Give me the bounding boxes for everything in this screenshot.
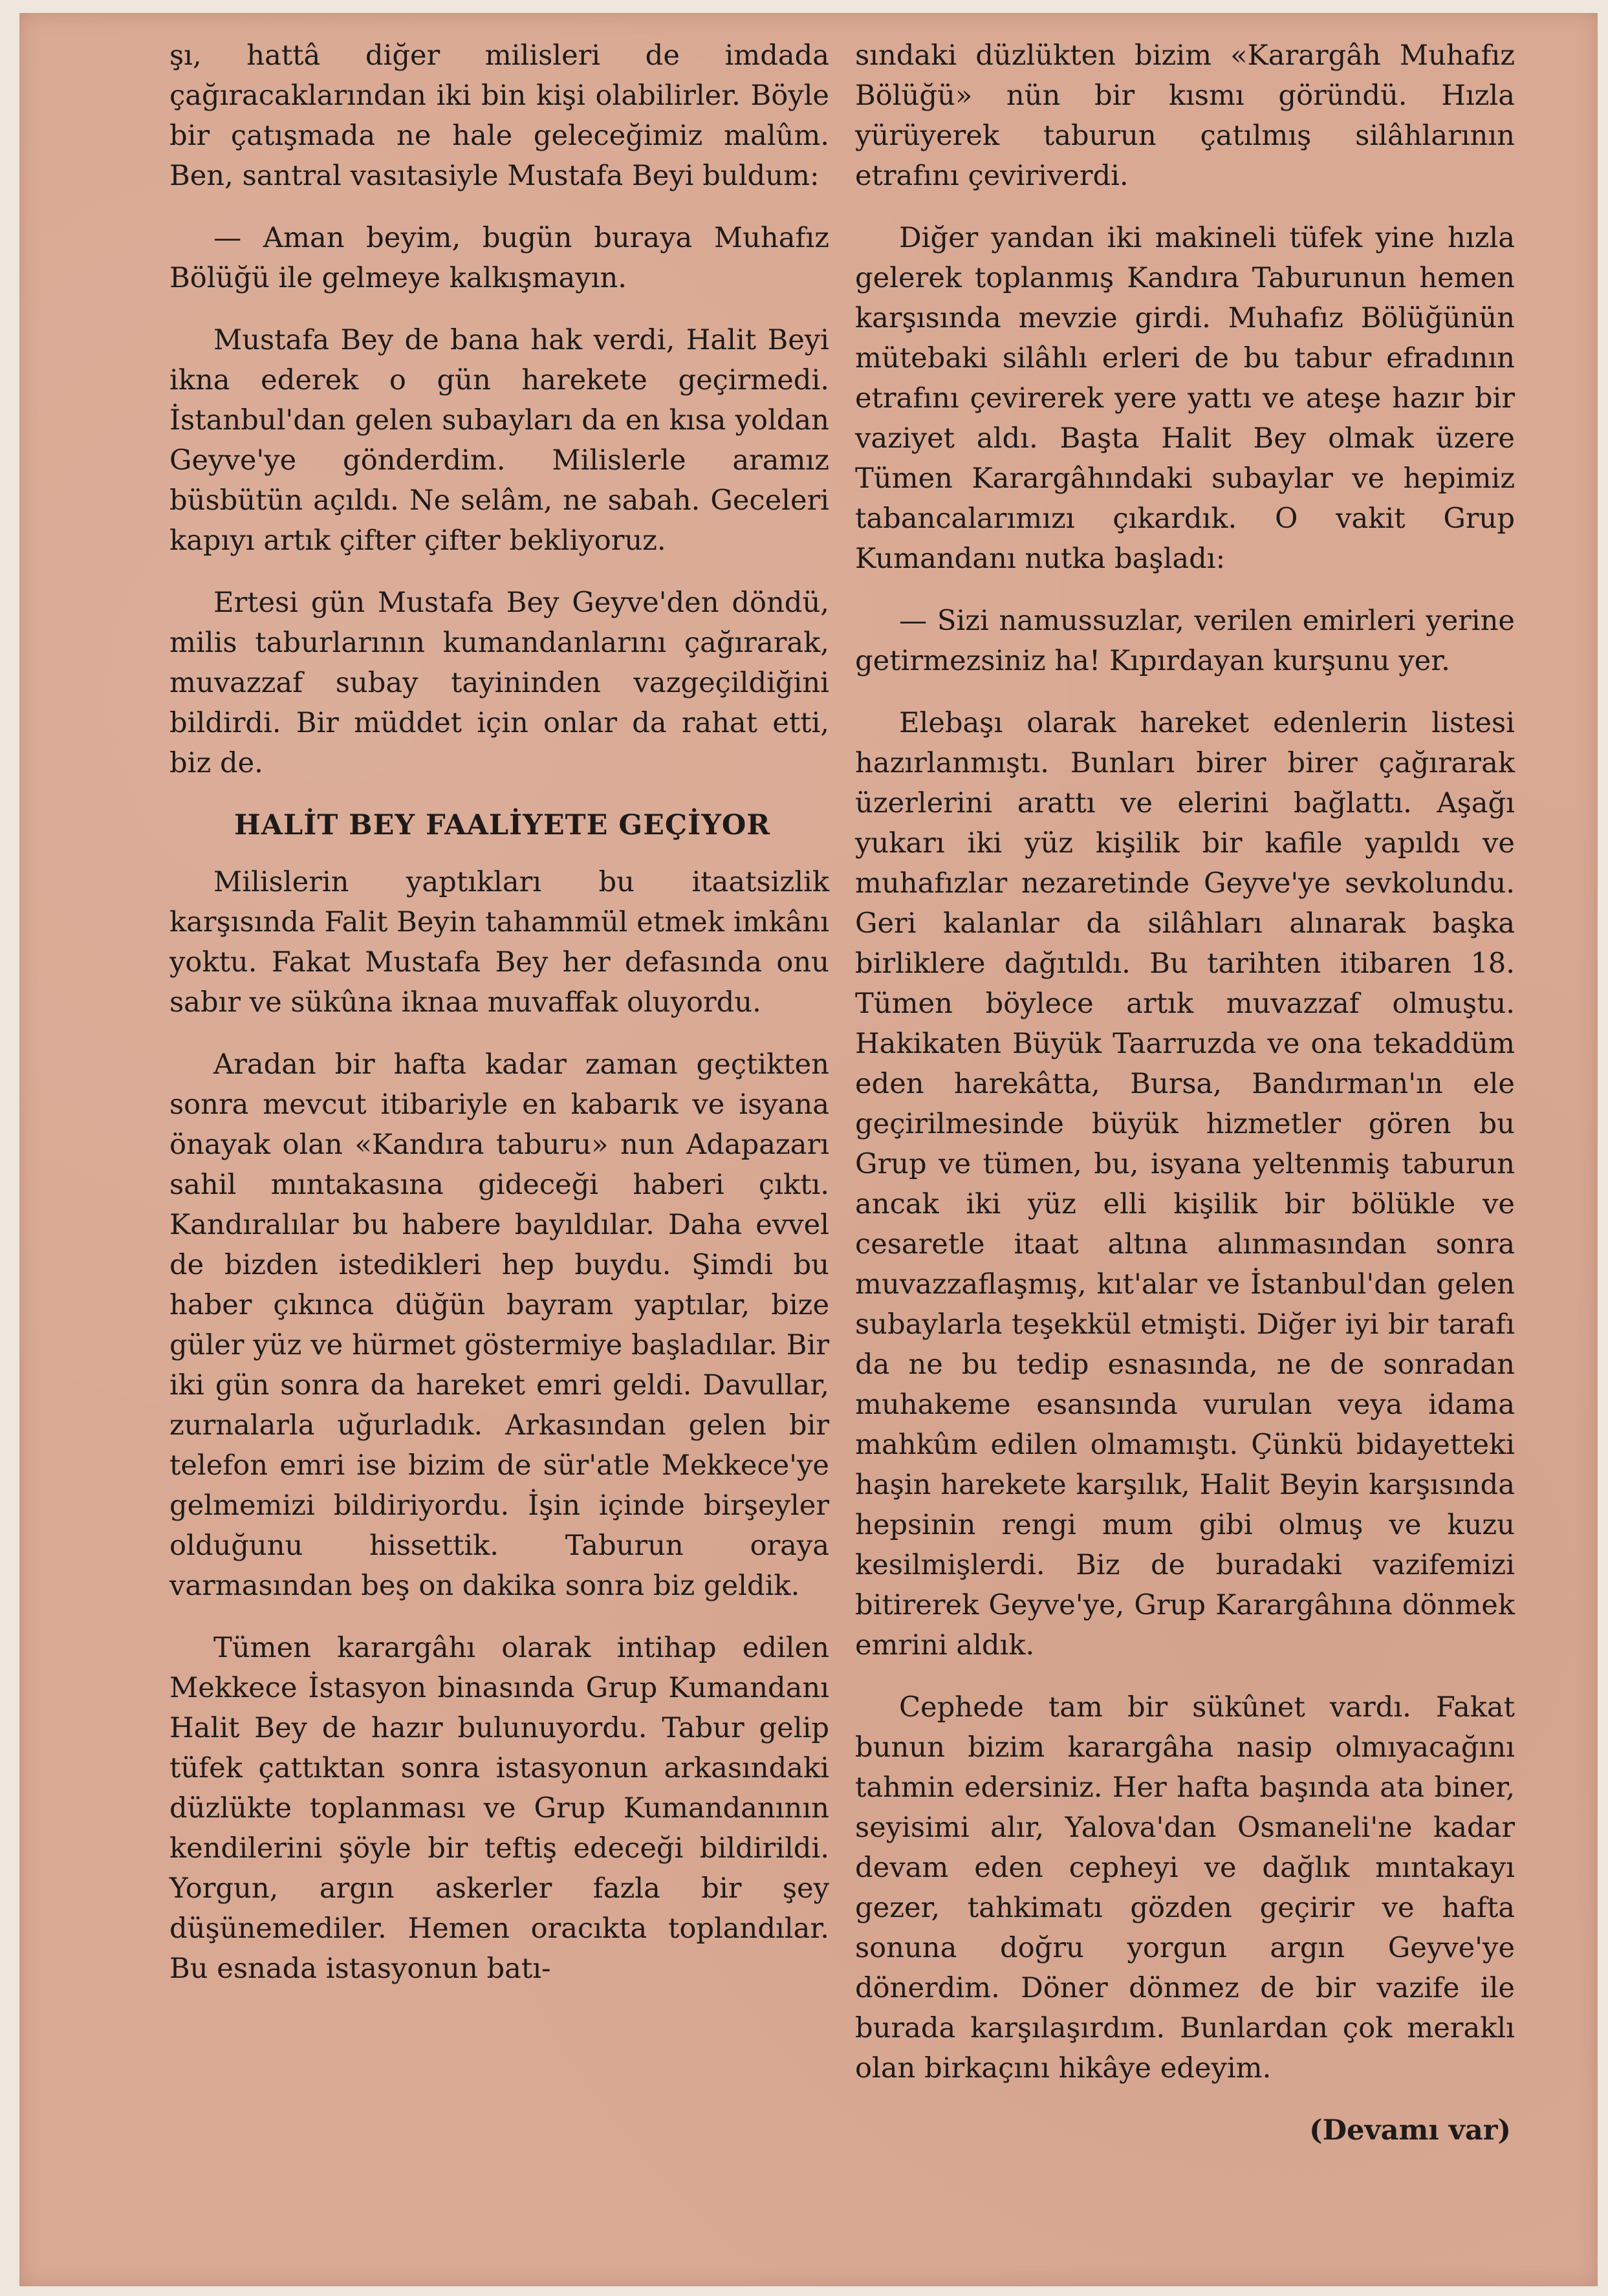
paragraph: Cephede tam bir sükûnet vardı. Fakat bunun bizim karargâha nasip olmıyacağını tahmin edersiniz. Her hafta başında ata biner, seyisimi alır, Yalova'dan Osmaneli'ne kadar devam eden cepheyi ve dağlık mıntakayı gezer, tahkimatı gözden geçirir ve hafta sonuna doğru yorgun argın Geyve'ye dönerdim. Döner dönmez de bir vazife ile burada karşılaşırdım. Bunlardan çok meraklı olan birkaçını hikâye edeyim. [855,1691,1515,2085]
section-heading: HALİT BEY FAALİYETE GEÇİYOR [234,809,771,841]
right-column [855,36,1515,2150]
paragraph-continuation: şı, hattâ diğer milisleri de imdada çağıracaklarından iki bin kişi olabilirler. Böyle bir çatışmada ne hale geleceğimiz malûm. Ben, santral vasıtasiyle Mustafa Beyi buldum: [169,39,829,192]
paragraph: Tümen karargâhı olarak intihap edilen Mekkece İstasyon binasında Grup Kumandanı Halit Bey de hazır bulunuyordu. Tabur gelip tüfek çattıktan sonra istasyonun arkasındaki düzlükte toplanması ve Grup Kumandanının kendilerini şöyle bir teftiş edeceği bildirildi. Yorgun, argın askerler fazla bir şey düşünemediler. Hemen oracıkta toplandılar. Bu esnada istasyonun batı- [169,1632,829,1985]
paragraph-dialogue: — Aman beyim, bugün buraya Muhafız Bölüğü ile gelmeye kalkışmayın. [169,222,829,294]
paragraph: Mustafa Bey de bana hak verdi, Halit Beyi ikna ederek o gün harekete geçirmedi. İstanbul'dan gelen subayları da en kısa yoldan Geyve'ye gönderdim. Milislerle aramız büsbütün açıldı. Ne selâm, ne sabah. Geceleri kapıyı artık çifter çifter bekliyoruz. [169,324,829,557]
paragraph: Milislerin yaptıkları bu itaatsizlik karşısında Falit Beyin tahammül etmek imkânı yoktu. Fakat Mustafa Bey her defasında onu sabır ve sükûna iknaa muvaffak oluyordu. [169,866,829,1019]
paragraph-continuation: sındaki düzlükten bizim «Karargâh Muhafız Bölüğü» nün bir kısmı göründü. Hızla yürüyerek taburun çatılmış silâhlarının etrafını çeviriverdi. [855,39,1515,192]
continued-note: (Devamı var) [1309,2114,1511,2147]
paragraph-dialogue: — Sizi namussuzlar, verilen emirleri yerine getirmezsiniz ha! Kıpırdayan kurşunu yer. [855,605,1515,677]
paragraph: Aradan bir hafta kadar zaman geçtikten sonra mevcut itibariyle en kabarık ve isyana önayak olan «Kandıra taburu» nun Adapazarı sahil mıntakasına gideceği haberi çıktı. Kandıralılar bu habere bayıldılar. Daha evvel de bizden istedikleri hep buydu. Şimdi bu haber çıkınca düğün bayram yaptılar, bize güler yüz ve hürmet göstermiye başladılar. Bir iki gün sonra da hareket emri geldi. Davullar, zurnalarla uğurladık. Arkasından gelen bir telefon emri ise bizim de sür'atle Mekkece'ye gelmemizi bildiriyordu. İşin içinde birşeyler olduğunu hissettik. Taburun oraya varmasından beş on dakika sonra biz geldik. [169,1048,829,1602]
newspaper-page [19,13,1598,2286]
left-column [169,36,829,2011]
paragraph: Ertesi gün Mustafa Bey Geyve'den döndü, milis taburlarının kumandanlarını çağırarak, muvazzaf subay tayininden vazgeçildiğini bildirdi. Bir müddet için onlar da rahat etti, biz de. [169,587,829,779]
paragraph: Elebaşı olarak hareket edenlerin listesi hazırlanmıştı. Bunları birer birer çağırarak üzerlerini arattı ve elerini bağlattı. Aşağı yukarı iki yüz kişilik bir kafile yapıldı ve muhafızlar nezaretinde Geyve'ye sevkolundu. Geri kalanlar da silâhları alınarak başka birliklere dağıtıldı. Bu tarihten itibaren 18. Tümen böylece artık muvazzaf olmuştu. Hakikaten Büyük Taarruzda ve ona tekaddüm eden harekâtta, Bursa, Bandırman'ın ele geçirilmesinde büyük hizmetler gören bu Grup ve tümen, bu, isyana yeltenmiş taburun ancak iki yüz elli kişilik bir bölükle ve cesaretle itaat altına alınmasından sonra muvazzaflaşmış, kıt'alar ve İstanbul'dan gelen subaylarla teşekkül etmişti. Diğer iyi bir tarafı da ne bu tedip esnasında, ne de sonradan muhakeme esansında vurulan veya idama mahkûm edilen olmamıştı. Çünkü bidayetteki haşin harekete karşılık, Halit Beyin karşısında hepsinin rengi mum gibi olmuş ve kuzu kesilmişlerdi. Biz de buradaki vazifemizi bitirerek Geyve'ye, Grup Karargâhına dönmek emrini aldık. [855,707,1515,1662]
paragraph: Diğer yandan iki makineli tüfek yine hızla gelerek toplanmış Kandıra Taburunun hemen karşısında mevzie girdi. Muhafız Bölüğünün mütebaki silâhlı erleri de bu tabur efradının etrafını çevirerek yere yattı ve ateşe hazır bir vaziyet aldı. Başta Halit Bey olmak üzere Tümen Karargâhındaki subaylar ve hepimiz tabancalarımızı çıkardık. O vakit Grup Kumandanı nutka başladı: [855,222,1515,575]
